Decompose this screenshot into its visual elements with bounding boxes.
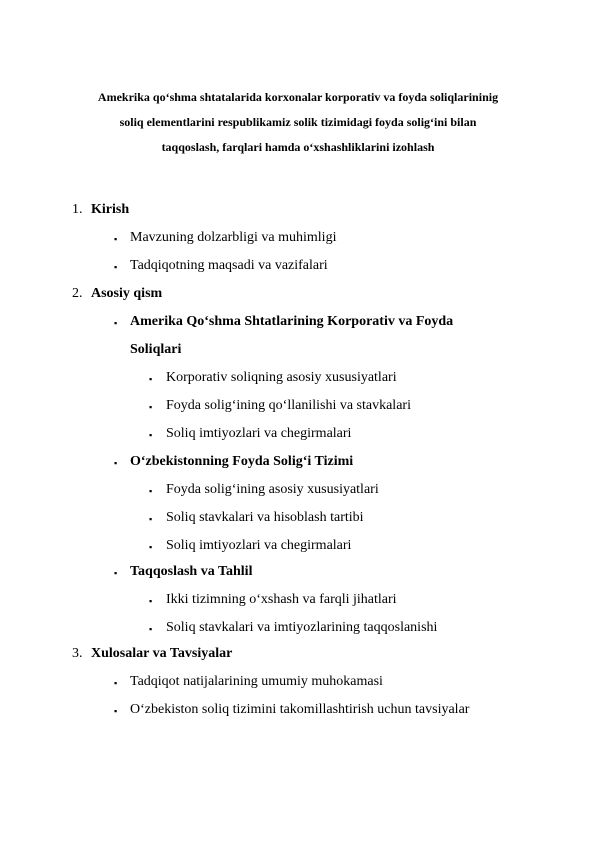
section-3-number: 3. <box>72 646 83 661</box>
document-title <box>40 85 556 160</box>
title-line-3: taqqoslash, farqlari hamda o‘xshashliklarini izohlash <box>161 140 435 154</box>
bullet-icon: ▪ <box>149 486 153 496</box>
subsection-2-2-item-2: Soliq stavkalari va hisoblash tartibi <box>166 510 364 525</box>
bullet-icon: ▪ <box>114 568 118 578</box>
section-1-heading: Kirish <box>91 202 130 217</box>
section-1-item-1: Mavzuning dolzarbligi va muhimligi <box>130 230 337 245</box>
bullet-icon: ▪ <box>114 706 118 716</box>
section-3-item-2: O‘zbekiston soliq tizimini takomillashtirish uchun tavsiyalar <box>130 702 470 717</box>
bullet-icon: ▪ <box>114 458 118 468</box>
section-1-number: 1. <box>72 202 83 217</box>
subsection-2-3-item-2: Soliq stavkalari va imtiyozlarining taqqoslanishi <box>166 620 438 635</box>
bullet-icon: ▪ <box>149 402 153 412</box>
bullet-icon: ▪ <box>114 678 118 688</box>
subsection-2-1-heading-line-2: Soliqlari <box>130 342 182 357</box>
subsection-2-1-item-1: Korporativ soliqning asosiy xususiyatlari <box>166 370 397 385</box>
subsection-2-2-item-1: Foyda solig‘ining asosiy xususiyatlari <box>166 482 379 497</box>
section-3-item-1: Tadqiqot natijalarining umumiy muhokamasi <box>130 674 383 689</box>
section-2-heading: Asosiy qism <box>91 286 163 301</box>
section-2-number: 2. <box>72 286 83 301</box>
bullet-icon: ▪ <box>149 624 153 634</box>
bullet-icon: ▪ <box>114 262 118 272</box>
subsection-2-2-item-3: Soliq imtiyozlari va chegirmalari <box>166 538 352 553</box>
subsection-2-1-heading-line-1: Amerika Qo‘shma Shtatlarining Korporativ va Foyda <box>130 314 454 329</box>
bullet-icon: ▪ <box>114 318 118 328</box>
title-line-1: Amekrika qo‘shma shtatalarida korxonalar korporativ va foyda soliqlarininig <box>97 90 499 104</box>
subsection-2-3-heading: Taqqoslash va Tahlil <box>130 564 253 579</box>
section-1-item-2: Tadqiqotning maqsadi va vazifalari <box>130 258 328 273</box>
bullet-icon: ▪ <box>149 514 153 524</box>
bullet-icon: ▪ <box>114 234 118 244</box>
bullet-icon: ▪ <box>149 542 153 552</box>
bullet-icon: ▪ <box>149 596 153 606</box>
bullet-icon: ▪ <box>149 430 153 440</box>
section-3-heading: Xulosalar va Tavsiyalar <box>91 646 233 661</box>
subsection-2-1-item-3: Soliq imtiyozlari va chegirmalari <box>166 426 352 441</box>
title-line-2: soliq elementlarini respublikamiz solik tizimidagi foyda solig‘ini bilan <box>119 115 477 129</box>
subsection-2-1-item-2: Foyda solig‘ining qo‘llanilishi va stavkalari <box>166 398 411 413</box>
bullet-icon: ▪ <box>149 374 153 384</box>
subsection-2-3-item-1: Ikki tizimning o‘xshash va farqli jihatlari <box>166 592 397 607</box>
subsection-2-2-heading: O‘zbekistonning Foyda Solig‘i Tizimi <box>130 454 354 469</box>
